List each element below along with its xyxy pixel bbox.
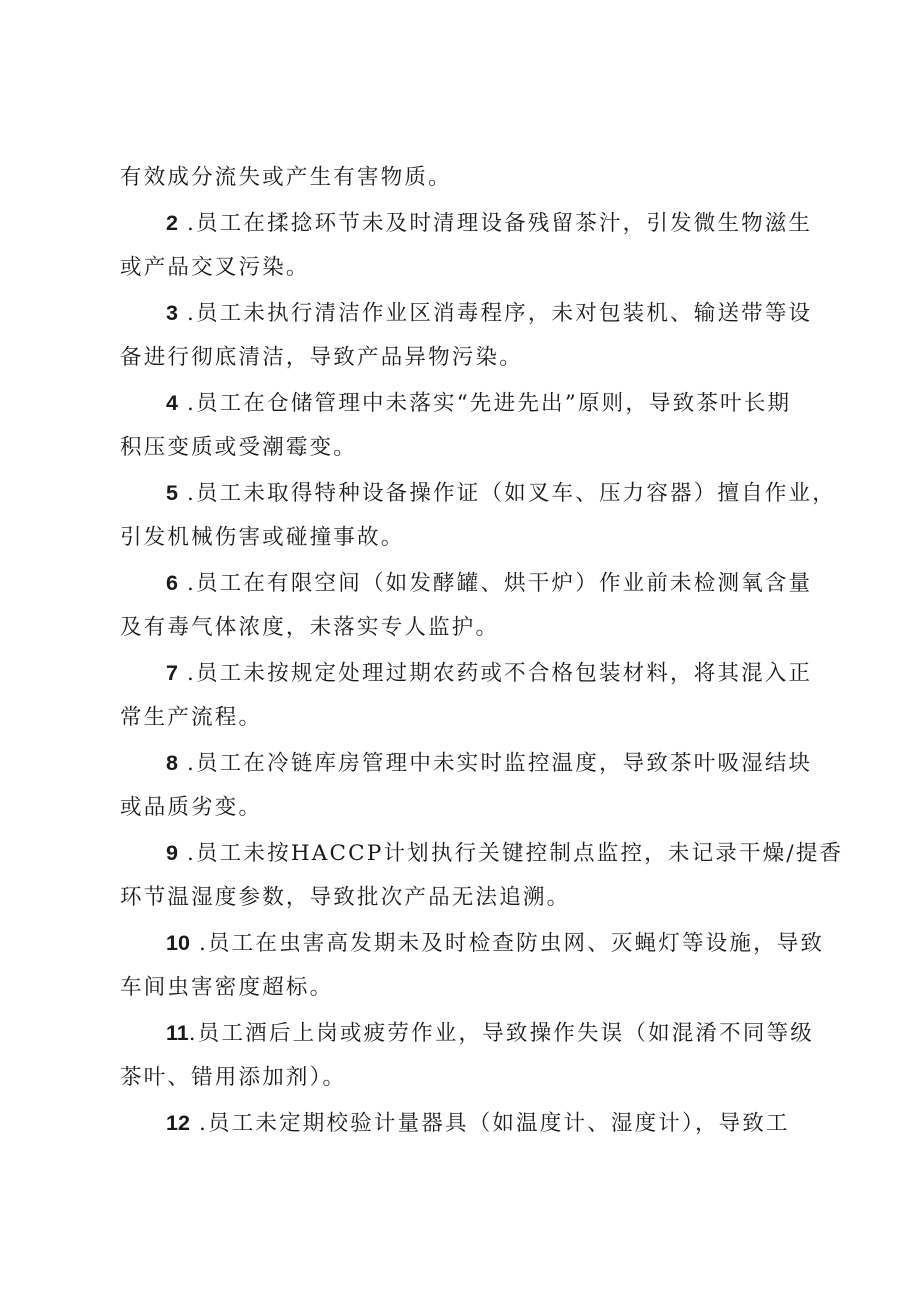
item-number: 7 (166, 660, 178, 685)
item-number: 11 (166, 1020, 189, 1045)
paragraph-first-line (120, 201, 813, 247)
paragraph-line: 或产品交叉污染。 (120, 255, 310, 280)
paragraph-first-line (120, 561, 813, 607)
paragraph-line-text: .员工未取得特种设备操作证（如叉车、压力容器）擅自作业， (177, 480, 836, 506)
paragraph-first-line (120, 651, 813, 697)
paragraph-first-line (120, 831, 844, 877)
paragraph-continuation (120, 156, 810, 201)
paragraph-line-text: .员工在冷链库房管理中未实时监控温度，导致茶叶吸湿结块 (177, 750, 813, 776)
paragraph-first-line (120, 1101, 810, 1147)
paragraph-first-line (120, 921, 825, 967)
item-number: 5 (166, 480, 178, 505)
paragraph-item-9 (120, 831, 844, 921)
paragraph-line-text: .员工未按规定处理过期农药或不合格包装材料，将其混入正 (177, 660, 813, 686)
paragraph-line-text: .员工在仓储管理中未落实“先进先出”原则，导致茶叶长期 (177, 390, 792, 416)
item-number: 6 (166, 570, 178, 595)
paragraph-item-4 (120, 381, 810, 471)
paragraph-line: 及有毒气体浓度，未落实专人监护。 (120, 615, 500, 640)
paragraph-line-text: .员工在虫害高发期未及时检查防虫网、灭蝇灯等设施，导致 (189, 930, 825, 956)
paragraph-line-text: .员工未定期校验计量器具（如温度计、湿度计），导致工 (189, 1110, 790, 1136)
paragraph-item-10 (120, 921, 825, 1011)
paragraph-first-line (120, 471, 836, 517)
item-number: 2 (166, 210, 178, 235)
item-number: 3 (166, 300, 178, 325)
paragraph-first-line (120, 741, 813, 787)
paragraph-item-6 (120, 561, 813, 651)
paragraph-line: 备进行彻底清洁，导致产品异物污染。 (120, 345, 523, 370)
paragraph-line: 或品质劣变。 (120, 795, 263, 820)
paragraph-item-7 (120, 651, 813, 741)
paragraph-line: 有效成分流失或产生有害物质。 (120, 165, 452, 190)
item-number: 9 (166, 840, 178, 865)
paragraph-item-12 (120, 1101, 810, 1147)
paragraph-first-line (120, 291, 813, 337)
paragraph-line-text: .员工在揉捻环节未及时清理设备残留茶汁，引发微生物滋生 (177, 210, 813, 236)
paragraph-line: 引发机械伤害或碰撞事故。 (120, 525, 405, 550)
item-number: 12 (166, 1110, 190, 1135)
item-number: 4 (166, 390, 178, 415)
paragraph-line-text: .员工未执行清洁作业区消毒程序，未对包装机、输送带等设 (177, 300, 813, 326)
paragraph-line-text: .员工酒后上岗或疲劳作业，导致操作失误（如混淆不同等级 (188, 1020, 814, 1046)
paragraph-line: 车间虫害密度超标。 (120, 975, 334, 1000)
paragraph-first-line (120, 1011, 814, 1057)
paragraph-line: 积压变质或受潮霉变。 (120, 435, 358, 460)
item-number: 10 (166, 930, 190, 955)
paragraph-line: 茶叶、错用添加剂）。 (120, 1065, 347, 1090)
paragraph-item-8 (120, 741, 813, 831)
paragraph-item-2 (120, 201, 813, 291)
paragraph-line: 常生产流程。 (120, 705, 263, 730)
paragraph-item-5 (120, 471, 836, 561)
item-number: 8 (166, 750, 178, 775)
paragraph-first-line (120, 381, 810, 427)
paragraph-item-11 (120, 1011, 814, 1101)
paragraph-item-3 (120, 291, 813, 381)
paragraph-line-text: .员工未按HACCP计划执行关键控制点监控，未记录干燥/提香 (177, 840, 844, 866)
paragraph-line-text: .员工在有限空间（如发酵罐、烘干炉）作业前未检测氧含量 (177, 570, 813, 596)
paragraph-line: 环节温湿度参数，导致批次产品无法追溯。 (120, 885, 571, 910)
document-body (120, 156, 844, 1146)
